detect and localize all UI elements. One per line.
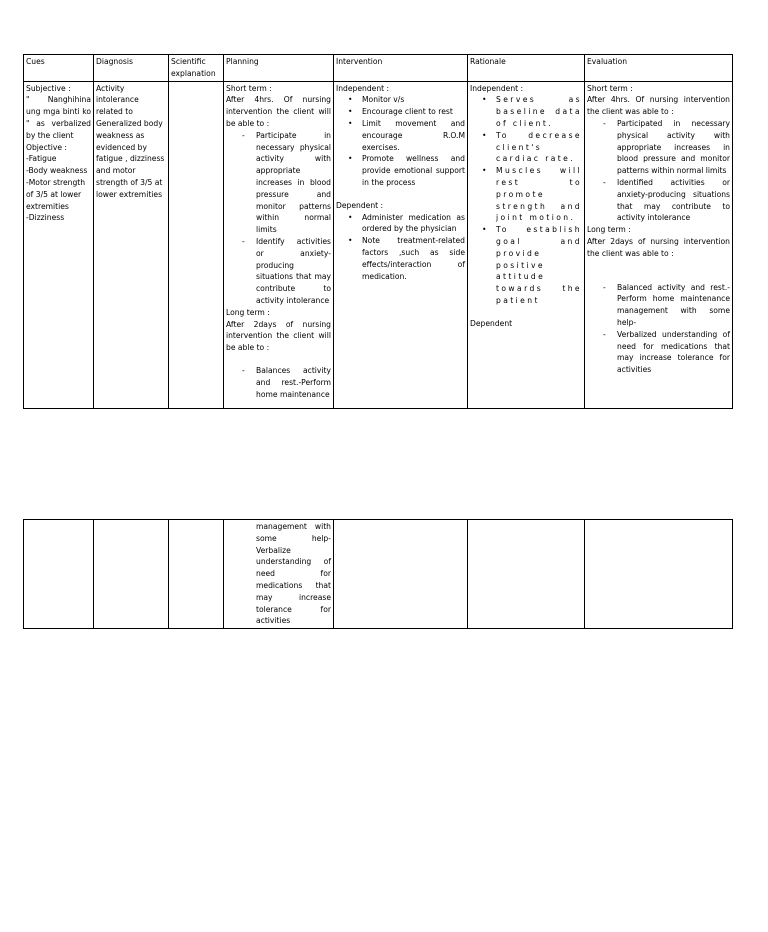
care-plan-table-continued — [23, 519, 733, 629]
evaluation-short-list — [587, 118, 730, 224]
intervention-item: • Monitor v/s — [362, 94, 465, 106]
planning-long-item-continued: management with some help-Verbalize understanding of need for medications that may increase tolerance for activities — [256, 522, 331, 626]
header-planning: Planning — [224, 55, 334, 82]
intervention-item: • Promote wellness and provide emotional support in the process — [362, 153, 465, 188]
planning-short-intro: After 4hrs. Of nursing intervention the client will be able to : — [226, 95, 331, 128]
intervention-item: • Encourage client to rest — [362, 106, 465, 118]
intervention-independent-list — [336, 94, 465, 188]
evaluation-cell — [585, 520, 733, 629]
continued-row — [24, 520, 733, 629]
planning-long-intro: After 2days of nursing intervention the client will be able to : — [226, 319, 331, 353]
rationale-item: • Muscles will rest to promote strength and joint motion. — [496, 165, 582, 224]
header-intervention: Intervention — [334, 55, 468, 82]
header-row — [24, 55, 733, 82]
rationale-item: • To decrease client's cardiac rate. — [496, 130, 582, 165]
header-scientific-explanation: Scientific explanation — [169, 55, 224, 82]
cue-item: -Dizziness — [26, 213, 65, 223]
rationale-item: • Serves as baseline data of client. — [496, 94, 582, 129]
evaluation-long-list — [587, 282, 730, 376]
subjective-quote: " Nanghihina ung mga binti ko " as verbalized by the client — [26, 95, 91, 140]
header-rationale: Rationale — [468, 55, 585, 82]
evaluation-long-intro: After 2days of nursing intervention the client was able to : — [587, 236, 730, 258]
planning-long-item: - Balances activity and rest.-Perform home maintenance — [256, 365, 331, 400]
diagnosis-cell: Activity intolerance related to Generalized body weakness as evidenced by fatigue , dizziness and motor strength of 3/5 at lower extremities — [94, 81, 169, 408]
subjective-label: Subjective : — [26, 83, 71, 93]
planning-long-list — [226, 365, 331, 400]
rationale-item: • To establish goal and provide positive attitude towards the patient — [496, 224, 582, 307]
header-cues: Cues — [24, 55, 94, 82]
intervention-dependent-list — [336, 212, 465, 283]
intervention-item: • Note treatment-related factors ,such as side effects/interaction of medication. — [362, 235, 465, 282]
intervention-independent-label: Independent : — [336, 83, 390, 93]
planning-cell — [224, 520, 334, 629]
evaluation-long-item: - Balanced activity and rest.-Perform home maintenance management with some help- — [617, 282, 730, 329]
header-evaluation: Evaluation — [585, 55, 733, 82]
rationale-independent-label: Independent : — [470, 83, 524, 93]
rationale-list — [470, 94, 582, 306]
evaluation-cell — [585, 81, 733, 408]
rationale-dependent-label: Dependent — [470, 318, 513, 328]
cues-cell — [24, 81, 94, 408]
care-plan-table — [23, 54, 733, 409]
evaluation-short-label: Short term : — [587, 83, 633, 93]
evaluation-short-intro: After 4hrs. Of nursing intervention the client was able to : — [587, 95, 730, 117]
intervention-cell — [334, 520, 468, 629]
evaluation-long-label: Long term : — [587, 225, 631, 235]
planning-long-label: Long term : — [226, 307, 270, 317]
cues-cell — [24, 520, 94, 629]
planning-cell — [224, 81, 334, 408]
evaluation-short-item: - Identified activities or anxiety-producing situations that may contribute to activity intolerance — [617, 177, 730, 224]
cue-item: -Motor strength of 3/5 at lower extremities — [26, 177, 86, 211]
intervention-cell — [334, 81, 468, 408]
evaluation-long-item: - Verbalized understanding of need for medications that may increase tolerance for activities — [617, 329, 730, 376]
scientific-explanation-cell — [169, 520, 224, 629]
intervention-item: • Limit movement and encourage R.O.M exercises. — [362, 118, 465, 153]
planning-short-label: Short term : — [226, 83, 272, 93]
planning-short-item: - Participate in necessary physical activity with appropriate increases in blood pressure and monitor patterns within normal limits — [256, 130, 331, 236]
rationale-cell — [468, 520, 585, 629]
cue-item: -Body weakness — [26, 166, 88, 176]
rationale-cell — [468, 81, 585, 408]
planning-short-item: - Identify activities or anxiety-producing situations that may contribute to activity intolerance — [256, 236, 331, 307]
diagnosis-cell — [94, 520, 169, 629]
cue-item: -Fatigue — [26, 154, 57, 164]
body-row — [24, 81, 733, 408]
header-diagnosis: Diagnosis — [94, 55, 169, 82]
intervention-item: • Administer medication as ordered by the physician — [362, 212, 465, 236]
objective-label: Objective : — [26, 142, 67, 152]
scientific-explanation-cell — [169, 81, 224, 408]
planning-short-list — [226, 130, 331, 307]
intervention-dependent-label: Dependent : — [336, 200, 384, 210]
evaluation-short-item: - Participated in necessary physical activity with appropriate increases in blood pressure and monitor patterns within normal limits — [617, 118, 730, 177]
